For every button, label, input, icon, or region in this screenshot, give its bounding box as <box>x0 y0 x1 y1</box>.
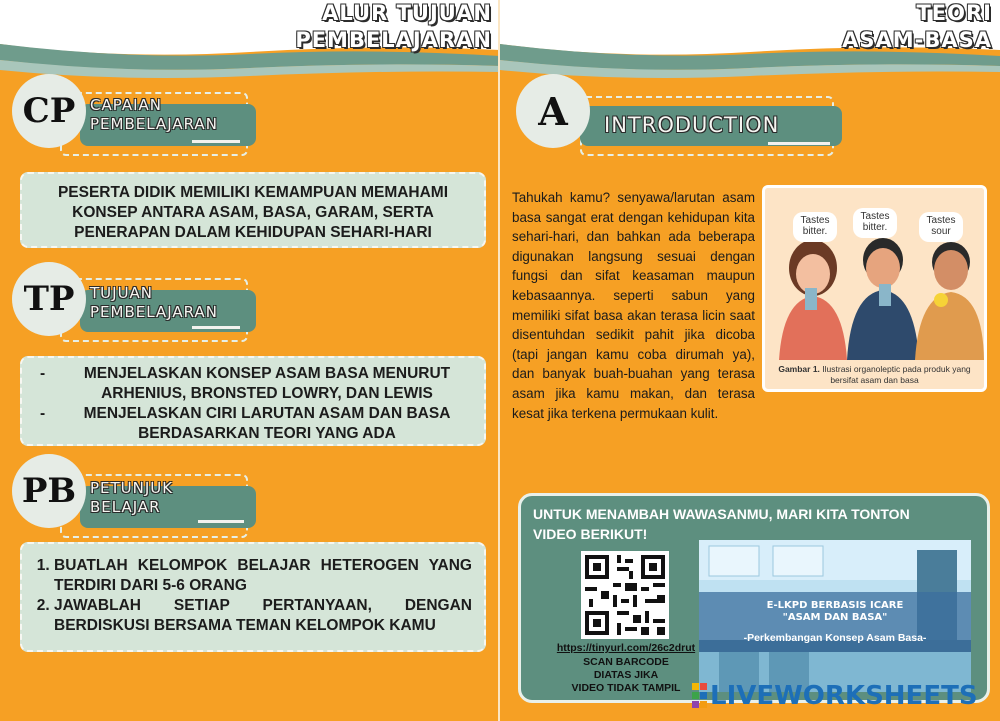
figure-caption <box>769 364 980 386</box>
header-line-2: ASAM-BASA <box>842 28 992 52</box>
cp-underline <box>192 140 240 143</box>
cp-label-line-2: PEMBELAJARAN <box>90 115 218 133</box>
qr-code-icon <box>581 551 669 639</box>
video-title-line-2: "ASAM DAN BASA" <box>782 612 888 623</box>
tp-label-line-2: PEMBELAJARAN <box>90 303 218 321</box>
cp-text-box: PESERTA DIDIK MEMILIKI KEMAMPUAN MEMAHAMI KONSEP ANTARA ASAM, BASA, GARAM, SERTA PENERAPAN DALAM KEHIDUPAN SEHARI-HARI <box>20 172 486 248</box>
tp-item-text: MENJELASKAN CIRI LARUTAN ASAM DAN BASA BERDASARKAN TEORI YANG ADA <box>83 405 451 442</box>
tp-label-line-1: TUJUAN <box>90 284 154 302</box>
pb-list-box <box>20 542 486 652</box>
liveworksheets-logo <box>692 681 978 711</box>
video-title <box>699 600 971 624</box>
video-link[interactable]: https://tinyurl.com/26c2drut <box>556 642 696 654</box>
pb-label-line-2: BELAJAR <box>90 498 161 516</box>
right-page <box>500 0 1000 721</box>
qr-note-line: DIATAS JIKA <box>593 669 659 681</box>
tp-badge: TP <box>12 262 86 336</box>
page-title-right <box>842 0 992 54</box>
pb-underline <box>198 520 244 523</box>
list-item: - MENJELASKAN CIRI LARUTAN ASAM DAN BASA BERDASARKAN TEORI YANG ADA <box>40 405 451 442</box>
list-item: 1. BUATLAH KELOMPOK BELAJAR HETEROGEN YANG TERDIRI DARI 5-6 ORANG <box>54 556 472 596</box>
liveworksheets-icon <box>692 683 708 709</box>
pb-list <box>22 544 484 636</box>
tp-underline <box>192 326 240 329</box>
list-item: 2. JAWABLAH SETIAP PERTANYAAN, DENGAN BERDISKUSI BERSAMA TEMAN KELOMPOK KAMU <box>54 596 472 636</box>
speech-bubble: Tastes sour <box>919 212 963 242</box>
qr-note-line: SCAN BARCODE <box>583 656 669 668</box>
intro-paragraph: Tahukah kamu? senyawa/larutan asam basa sangat erat dengan kehidupan kita sehari-hari, dan bahkan ada beberapa digunakan langsung sesuai dengan fungsi dan sifat keasaman maupun kebasaannya. seperti sabun yang memiliki sifat basa akan terasa licin saat disentuhdan sedikit pahit jika dicoba (tapi jangan kamu coba dirumah ya), dan banyak buah-buahan yang terasa asam jika kamu makan, dan terasa kesat jika terkena permukaan kulit. <box>512 190 755 421</box>
intro-badge: A <box>516 74 590 148</box>
video-title-line-1: E-LKPD BERBASIS ICARE <box>766 600 904 611</box>
header-line-1: TEORI <box>916 1 992 25</box>
pb-label <box>90 479 173 517</box>
watermark-text: LIVEWORKSHEETS <box>710 681 978 711</box>
video-thumbnail[interactable] <box>699 540 971 692</box>
cp-badge: CP <box>12 74 86 148</box>
speech-bubble: Tastes bitter. <box>853 208 897 238</box>
intro-underline <box>768 142 830 145</box>
qr-note-line: VIDEO TIDAK TAMPIL <box>571 682 681 694</box>
tp-item-text: MENJELASKAN KONSEP ASAM BASA MENURUT ARHENIUS, BRONSTED LOWRY, DAN LEWIS <box>83 365 451 402</box>
header-line-2: PEMBELAJARAN <box>295 28 492 52</box>
figure-caption-text: Ilustrasi organoleptic pada produk yang bersifat asam dan basa <box>819 364 971 385</box>
header-line-1: ALUR TUJUAN <box>322 1 492 25</box>
pb-badge: PB <box>12 454 86 528</box>
organoleptic-figure <box>762 185 987 392</box>
video-subtitle: -Perkembangan Konsep Asam Basa- <box>743 632 927 644</box>
list-item: - MENJELASKAN KONSEP ASAM BASA MENURUT ARHENIUS, BRONSTED LOWRY, DAN LEWIS <box>40 365 451 402</box>
tp-list-box <box>20 356 486 446</box>
page-title-left <box>295 0 492 54</box>
figure-caption-label: Gambar 1. <box>778 364 820 374</box>
intro-label: INTRODUCTION <box>604 113 780 137</box>
pb-label-line-1: PETUNJUK <box>90 479 174 497</box>
cp-label <box>90 96 218 134</box>
video-panel <box>518 493 990 703</box>
tp-list <box>22 358 484 444</box>
video-heading: UNTUK MENAMBAH WAWASANMU, MARI KITA TONTON VIDEO BERIKUT! <box>533 506 910 542</box>
tp-label <box>90 284 218 322</box>
speech-bubble: Tastes bitter. <box>793 212 837 242</box>
cp-label-line-1: CAPAIAN <box>90 96 162 114</box>
